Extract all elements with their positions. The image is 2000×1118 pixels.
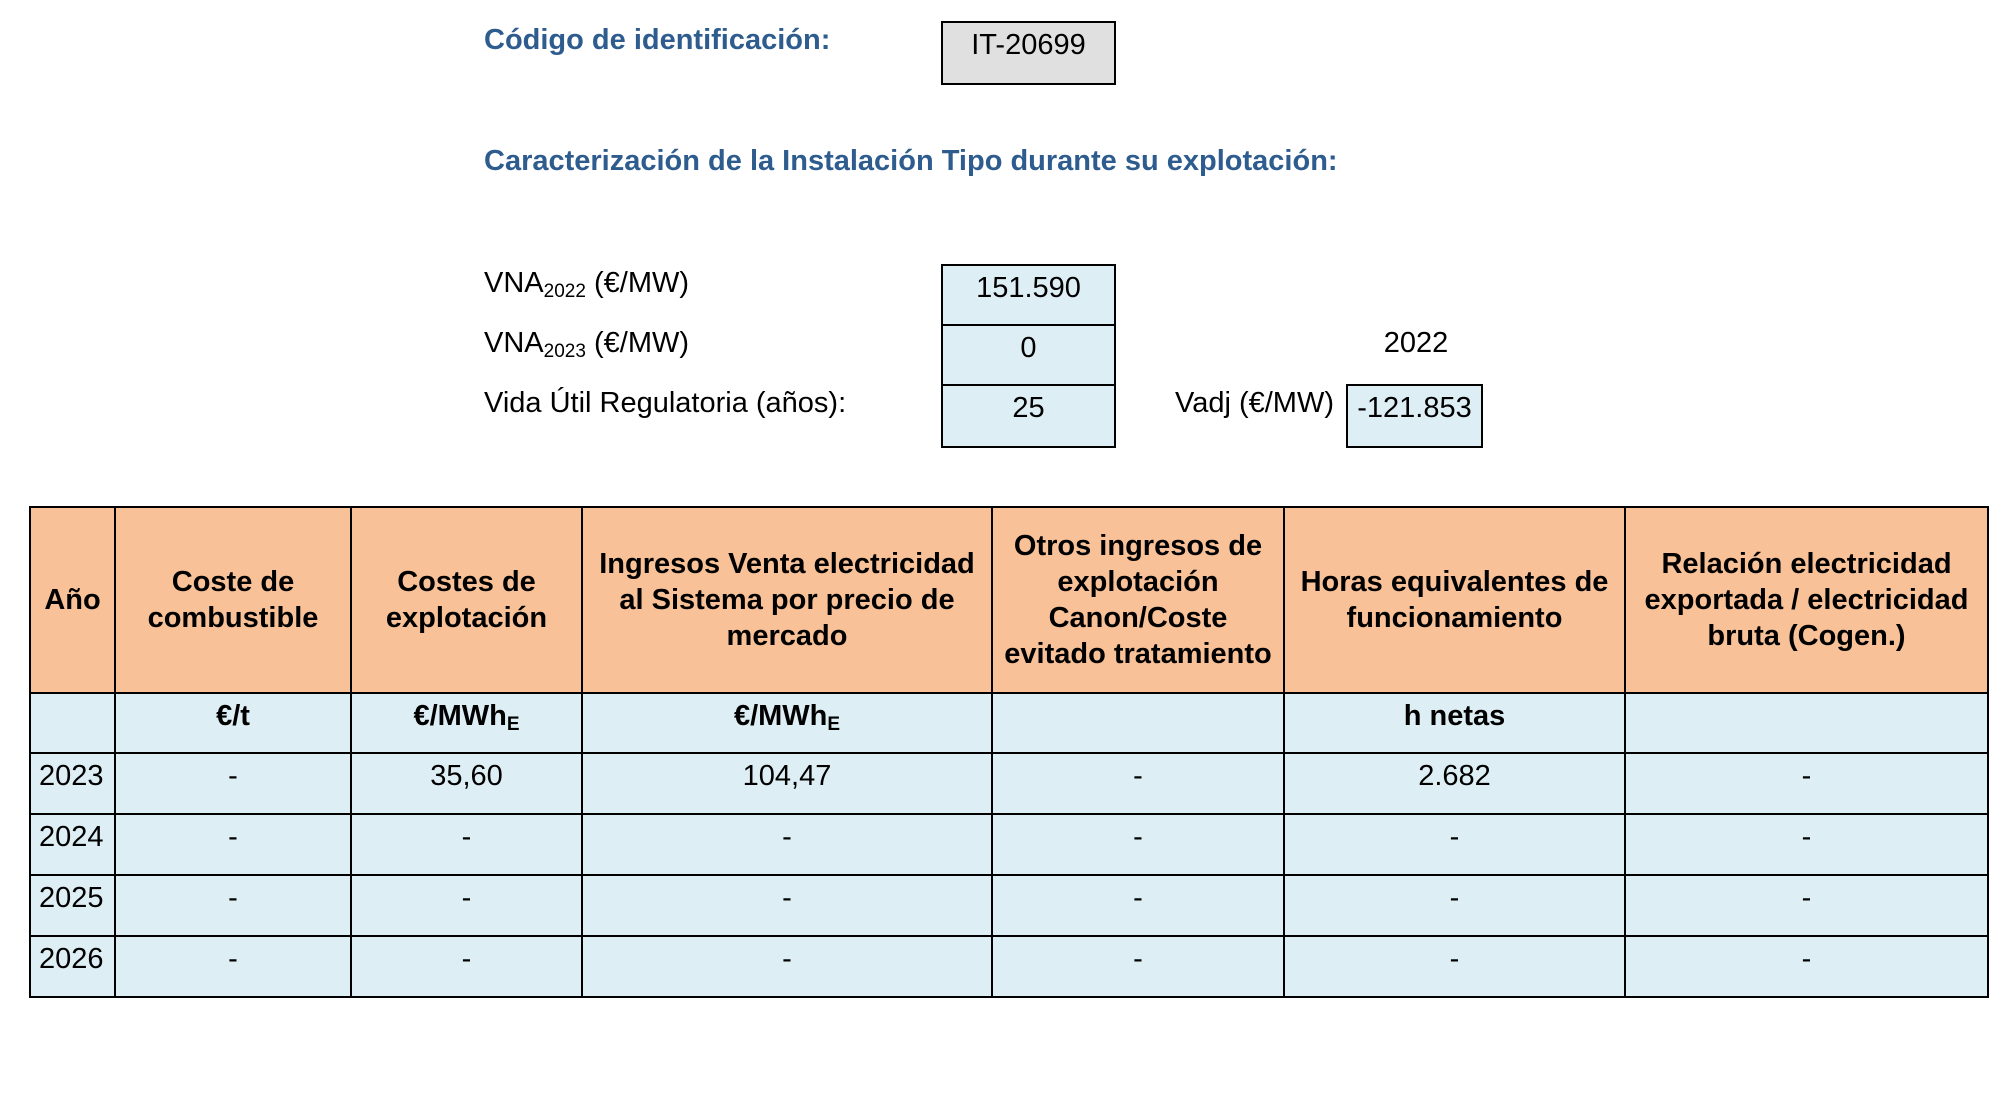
cell-year: 2025 <box>30 875 115 936</box>
cell: - <box>582 814 992 875</box>
vna2023-label: $VNA_{2023}$ (€/MW) <box>484 327 690 362</box>
vna2023-value-box: 0 <box>941 324 1116 386</box>
codigo-label: Código de identificación: <box>484 24 831 56</box>
cell: - <box>351 875 582 936</box>
unit-costes-explotacion: €/MWhE <box>351 693 582 753</box>
header-ingresos-venta: Ingresos Venta electricidad al Sistema por precio de mercado <box>582 507 992 693</box>
vida-util-value-box: 25 <box>941 384 1116 448</box>
vida-util-label: Vida Útil Regulatoria (años): <box>484 387 847 419</box>
cell: - <box>1625 753 1988 814</box>
cell: - <box>1625 936 1988 997</box>
cell: - <box>1284 875 1625 936</box>
cell-year: 2024 <box>30 814 115 875</box>
cell: - <box>992 936 1284 997</box>
header-relacion-electricidad: Relación electricidad exportada / electricidad bruta (Cogen.) <box>1625 507 1988 693</box>
vadj-label: Vadj (€/MW) <box>1175 387 1334 419</box>
unit-horas-equivalentes: h netas <box>1284 693 1625 753</box>
cell: - <box>115 814 351 875</box>
cell: - <box>582 936 992 997</box>
unit-otros-ingresos <box>992 693 1284 753</box>
cell: - <box>992 753 1284 814</box>
cell: - <box>1625 875 1988 936</box>
cell: 2.682 <box>1284 753 1625 814</box>
units-row <box>30 693 1988 753</box>
header-row <box>30 507 1988 693</box>
table-row <box>30 936 1988 997</box>
cell: - <box>1284 814 1625 875</box>
unit-ingresos-venta: €/MWhE <box>582 693 992 753</box>
header-costes-explotacion: Costes de explotación <box>351 507 582 693</box>
cell: - <box>1625 814 1988 875</box>
cell: - <box>115 936 351 997</box>
table-row <box>30 875 1988 936</box>
cell: - <box>992 875 1284 936</box>
vadj-value-box: -121.853 <box>1346 384 1483 448</box>
cell: - <box>992 814 1284 875</box>
header-otros-ingresos: Otros ingresos de explotación Canon/Coste evitado tratamiento <box>992 507 1284 693</box>
unit-relacion-electricidad <box>1625 693 1988 753</box>
explotacion-table <box>29 506 1989 998</box>
vna2022-value-box: 151.590 <box>941 264 1116 326</box>
cell: - <box>351 936 582 997</box>
table-row <box>30 814 1988 875</box>
header-ano: Año <box>30 507 115 693</box>
year-value: 2022 <box>1383 327 1449 359</box>
codigo-value-box: IT-20699 <box>941 21 1116 85</box>
caracterizacion-label: Caracterización de la Instalación Tipo durante su explotación: <box>484 145 1338 177</box>
cell: 104,47 <box>582 753 992 814</box>
cell-year: 2023 <box>30 753 115 814</box>
cell: - <box>582 875 992 936</box>
cell: - <box>351 814 582 875</box>
unit-coste-combustible: €/t <box>115 693 351 753</box>
cell: - <box>115 753 351 814</box>
cell: 35,60 <box>351 753 582 814</box>
cell-year: 2026 <box>30 936 115 997</box>
vna2022-label: $VNA_{2022}$ (€/MW) <box>484 267 690 302</box>
table-row <box>30 753 1988 814</box>
header-horas-equivalentes: Horas equivalentes de funcionamiento <box>1284 507 1625 693</box>
cell: - <box>1284 936 1625 997</box>
unit-ano <box>30 693 115 753</box>
cell: - <box>115 875 351 936</box>
header-coste-combustible: Coste de combustible <box>115 507 351 693</box>
